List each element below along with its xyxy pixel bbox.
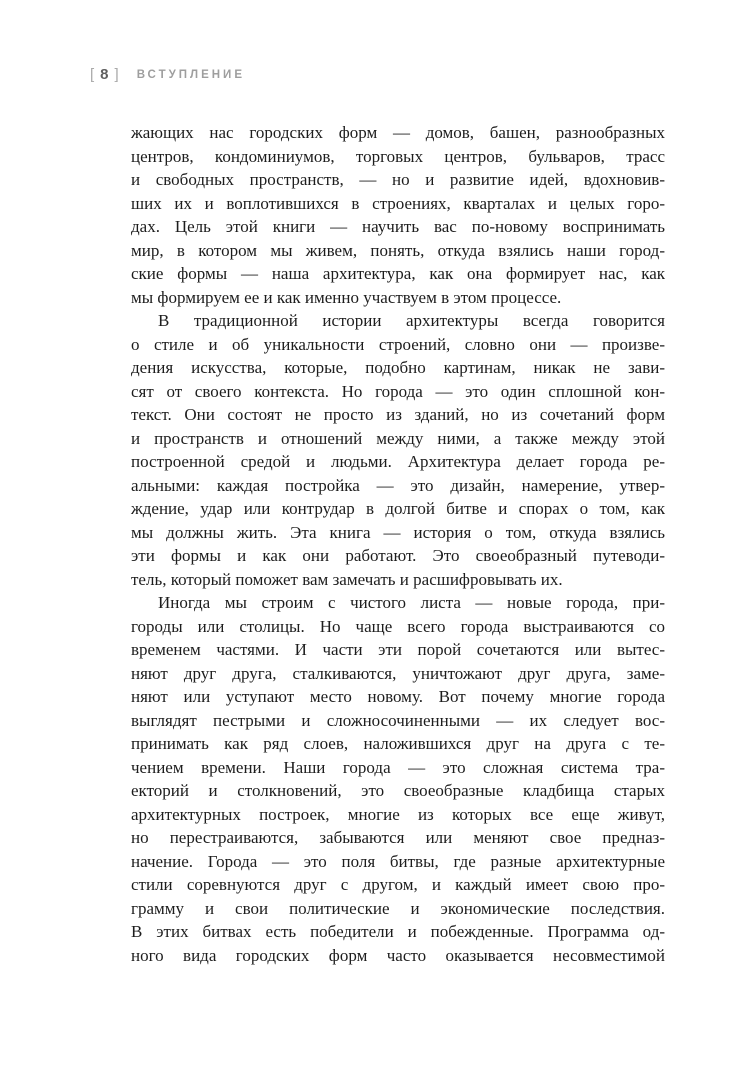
text-line: грамму и свои политические и экономические последствия.: [131, 898, 665, 918]
paragraph: [131, 309, 665, 591]
page-number-value: 8: [100, 66, 111, 83]
text-line: альными: каждая постройка — это дизайн, намерение, утвер-: [131, 475, 665, 495]
text-line: текст. Они состоят не просто из зданий, но из сочетаний форм: [131, 405, 665, 424]
text-line: временем частями. И части эти порой сочетаются или вытес-: [131, 640, 665, 659]
text-line: стили соревнуются друг с другом, и каждый имеет свою про-: [131, 875, 665, 894]
text-line: В традиционной истории архитектуры всегда говорится: [158, 311, 665, 330]
text-line: жающих нас городских форм — домов, башен, разнообразных: [131, 123, 665, 142]
text-line: няют или уступают место новому. Вот почему многие города: [131, 687, 665, 706]
page-number-bracket-right: ]: [114, 66, 121, 83]
text-line: чением времени. Наши города — это сложная система тра-: [131, 757, 665, 777]
paragraph: [131, 121, 665, 309]
text-line: В этих битвах есть победители и побежденные. Программа од-: [131, 922, 665, 941]
text-line: екторий и столкновений, это своеобразные кладбища старых: [131, 781, 665, 800]
text-line: выглядят пестрыми и сложносочиненными — их следует вос-: [131, 710, 665, 730]
text-line: центров, кондоминиумов, торговых центров, бульваров, трасс: [131, 146, 665, 166]
text-line: принимать как ряд слоев, наложившихся друг на друга с те-: [131, 734, 665, 753]
text-line: архитектурных построек, многие из которых все еще живут,: [131, 804, 665, 824]
text-line: ного вида городских форм часто оказывается несовместимой: [131, 945, 665, 965]
text-line: ших их и воплотившихся в строениях, кварталах и целых горо-: [131, 193, 665, 213]
text-line: тель, который поможет вам замечать и расшифровывать их.: [131, 569, 563, 589]
text-line: но перестраиваются, забываются или меняют свое предназ-: [131, 828, 665, 847]
text-line: мир, в котором мы живем, понять, откуда взялись наши город-: [131, 240, 665, 260]
page-number-bracket-left: [: [90, 66, 97, 83]
text-line: и свободных пространств, — но и развитие идей, вдохновив-: [131, 170, 665, 189]
text-line: городы или столицы. Но чаще всего города выстраиваются со: [131, 616, 665, 636]
body-text: [131, 121, 665, 967]
text-line: и пространств и отношений между ними, а также между этой: [131, 428, 665, 448]
text-line: Иногда мы строим с чистого листа — новые города, при-: [158, 593, 665, 612]
text-line: начение. Города — это поля битвы, где разные архитектурные: [131, 851, 665, 871]
text-line: ские формы — наша архитектура, как она формирует нас, как: [131, 264, 665, 283]
paragraph: [131, 591, 665, 967]
text-line: мы формируем ее и как именно участвуем в этом процессе.: [131, 287, 562, 307]
text-line: ждение, удар или контрудар в долгой битве и спорах о том, как: [131, 499, 665, 518]
text-line: построенной средой и людьми. Архитектура делает города ре-: [131, 452, 665, 471]
text-line: няют друг друга, сталкиваются, уничтожают друг друга, заме-: [131, 663, 665, 683]
text-line: дах. Цель этой книги — научить вас по-новому воспринимать: [131, 217, 665, 236]
text-line: дения искусства, которые, подобно картинам, никак не зави-: [131, 358, 665, 377]
text-line: о стиле и об уникальности строений, словно они — произве-: [131, 334, 665, 354]
text-line: мы должны жить. Эта книга — история о том, откуда взялись: [131, 522, 665, 542]
page-header: [90, 66, 245, 83]
text-line: сят от своего контекста. Но города — это один сплошной кон-: [131, 381, 665, 401]
section-title: ВСТУПЛЕНИЕ: [136, 68, 245, 81]
page-number: [90, 66, 121, 83]
text-line: эти формы и как они работают. Это своеобразный путеводи-: [131, 546, 665, 565]
